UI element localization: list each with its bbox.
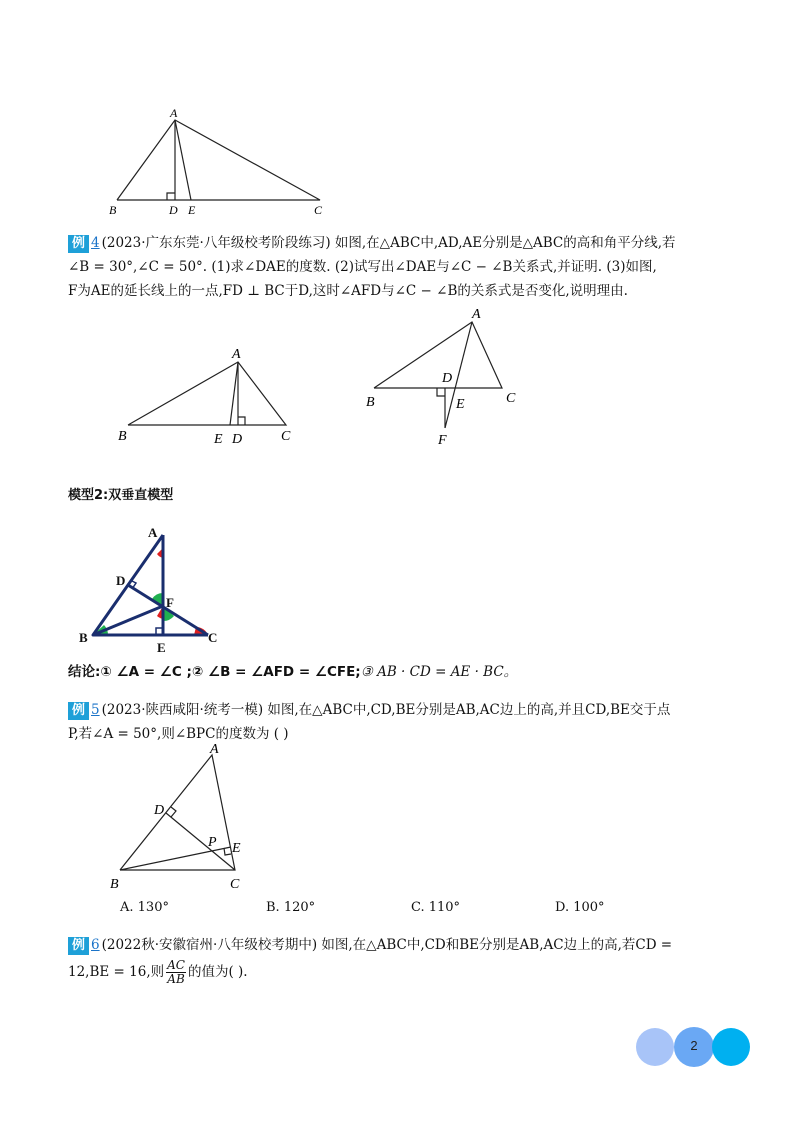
figure-2: [110, 340, 310, 450]
fig5-triangle: [120, 755, 235, 870]
figure-3: [360, 300, 540, 450]
fig1-triangle: [117, 120, 320, 200]
fig4-label-d: D: [116, 573, 126, 588]
example-4-number: 4: [91, 235, 100, 251]
conclusion: [68, 660, 517, 680]
conclusion-part2: ② ∠B = ∠AFD = ∠CFE;: [191, 664, 361, 680]
fig5-label-c: C: [230, 877, 240, 892]
example-4-line1: 如图,在△ABC中,AD,AE分别是△ABC的高和角平分线,若: [334, 235, 676, 251]
fig1-label-a: A: [170, 106, 178, 120]
example-6-line2a: 12,BE = 16,则: [68, 964, 165, 980]
page-number: 2: [690, 1038, 698, 1053]
fig5-label-a: A: [210, 742, 219, 757]
example-5-line2: P,若∠A = 50°,则∠BPC的度数为 ( ): [68, 726, 289, 742]
fig3-label-d: D: [442, 371, 453, 386]
example-4-tag: 例: [68, 235, 89, 253]
fig5-label-b: B: [110, 877, 119, 892]
fraction-ac-ab: [166, 959, 186, 986]
fig3-triangle: [374, 322, 502, 388]
fig4-label-c: C: [208, 630, 218, 645]
fig2-line-ae: [230, 362, 238, 425]
fig5-right-angle-e: [224, 848, 231, 855]
example-4-line3: F为AE的延长线上的一点,FD ⊥ BC于D,这时∠AFD与∠C − ∠B的关系式是否变化,说明理由.: [68, 283, 628, 299]
fig5-label-p: P: [208, 835, 217, 850]
conclusion-part1: ① ∠A = ∠C ;: [100, 664, 192, 680]
fig3-label-e: E: [456, 397, 465, 412]
example-4-source: (2023·广东东莞·八年级校考阶段练习): [101, 235, 331, 251]
example-4-line2: ∠B = 30°,∠C = 50°. (1)求∠DAE的度数. (2)试写出∠DAE与∠C − ∠B关系式,并证明. (3)如图,: [68, 259, 657, 275]
page-circle-right: [712, 1028, 750, 1066]
model-2-title: 模型2:双垂直模型: [68, 488, 174, 503]
fig4-line-dc: [128, 585, 208, 635]
fig4-label-a: A: [148, 525, 158, 540]
example-6-source: (2022秋·安徽宿州·八年级校考期中): [101, 937, 318, 953]
figure-4: [70, 520, 230, 655]
option-d[interactable]: D. 100°: [555, 900, 605, 915]
example-5: [68, 698, 740, 746]
fig2-label-b: B: [118, 429, 127, 444]
fig3-label-a: A: [472, 307, 481, 322]
fig1-label-d: D: [169, 203, 178, 217]
figure-1: [100, 100, 340, 220]
option-c[interactable]: C. 110°: [411, 900, 461, 915]
example-6-tag: 例: [68, 937, 89, 955]
example-6-line2b: 的值为( ).: [187, 964, 248, 980]
fig1-bisector-ae: [175, 120, 191, 200]
fig4-label-f: F: [166, 595, 174, 610]
conclusion-part3: ③ AB · CD = AE · BC。: [360, 664, 518, 680]
option-b[interactable]: B. 120°: [266, 900, 316, 915]
fig3-label-b: B: [366, 395, 375, 410]
fig1-right-angle: [167, 193, 175, 200]
fig3-label-c: C: [506, 391, 516, 406]
conclusion-label: 结论:: [68, 664, 101, 680]
fraction-denominator: AB: [167, 972, 185, 986]
fig5-altitude-be: [120, 847, 231, 870]
example-5-tag: 例: [68, 702, 89, 720]
fig4-label-b: B: [79, 630, 88, 645]
fig3-label-f: F: [438, 433, 447, 448]
page-circle-left: [636, 1028, 674, 1066]
option-a[interactable]: A. 130°: [120, 900, 169, 915]
fig5-altitude-cd: [166, 813, 235, 870]
example-6: [68, 933, 740, 986]
fig2-label-e: E: [214, 432, 223, 447]
fig1-label-e: E: [188, 203, 196, 217]
fig5-right-angle-d: [171, 807, 176, 817]
fig2-label-d: D: [232, 432, 243, 447]
figure-5: [100, 740, 260, 895]
example-6-line1: 如图,在△ABC中,CD和BE分别是AB,AC边上的高,若CD =: [321, 937, 673, 953]
fig2-label-c: C: [281, 429, 291, 444]
example-5-source: (2023·陕西咸阳·统考一模): [101, 702, 264, 718]
fig3-right-angle: [437, 388, 445, 396]
fig2-triangle: [128, 362, 286, 425]
fraction-numerator: AC: [167, 958, 185, 972]
fig1-label-c: C: [314, 203, 323, 217]
fig5-label-e: E: [232, 841, 241, 856]
fig2-label-a: A: [232, 347, 241, 362]
example-5-line1: 如图,在△ABC中,CD,BE分别是AB,AC边上的高,并且CD,BE交于点: [267, 702, 671, 718]
fig1-label-b: B: [109, 203, 117, 217]
example-5-number: 5: [91, 702, 100, 718]
example-4: [68, 231, 740, 303]
fig2-right-angle: [238, 417, 245, 425]
fig4-label-e: E: [157, 640, 166, 655]
example-6-number: 6: [91, 937, 100, 953]
fig5-label-d: D: [154, 803, 165, 818]
